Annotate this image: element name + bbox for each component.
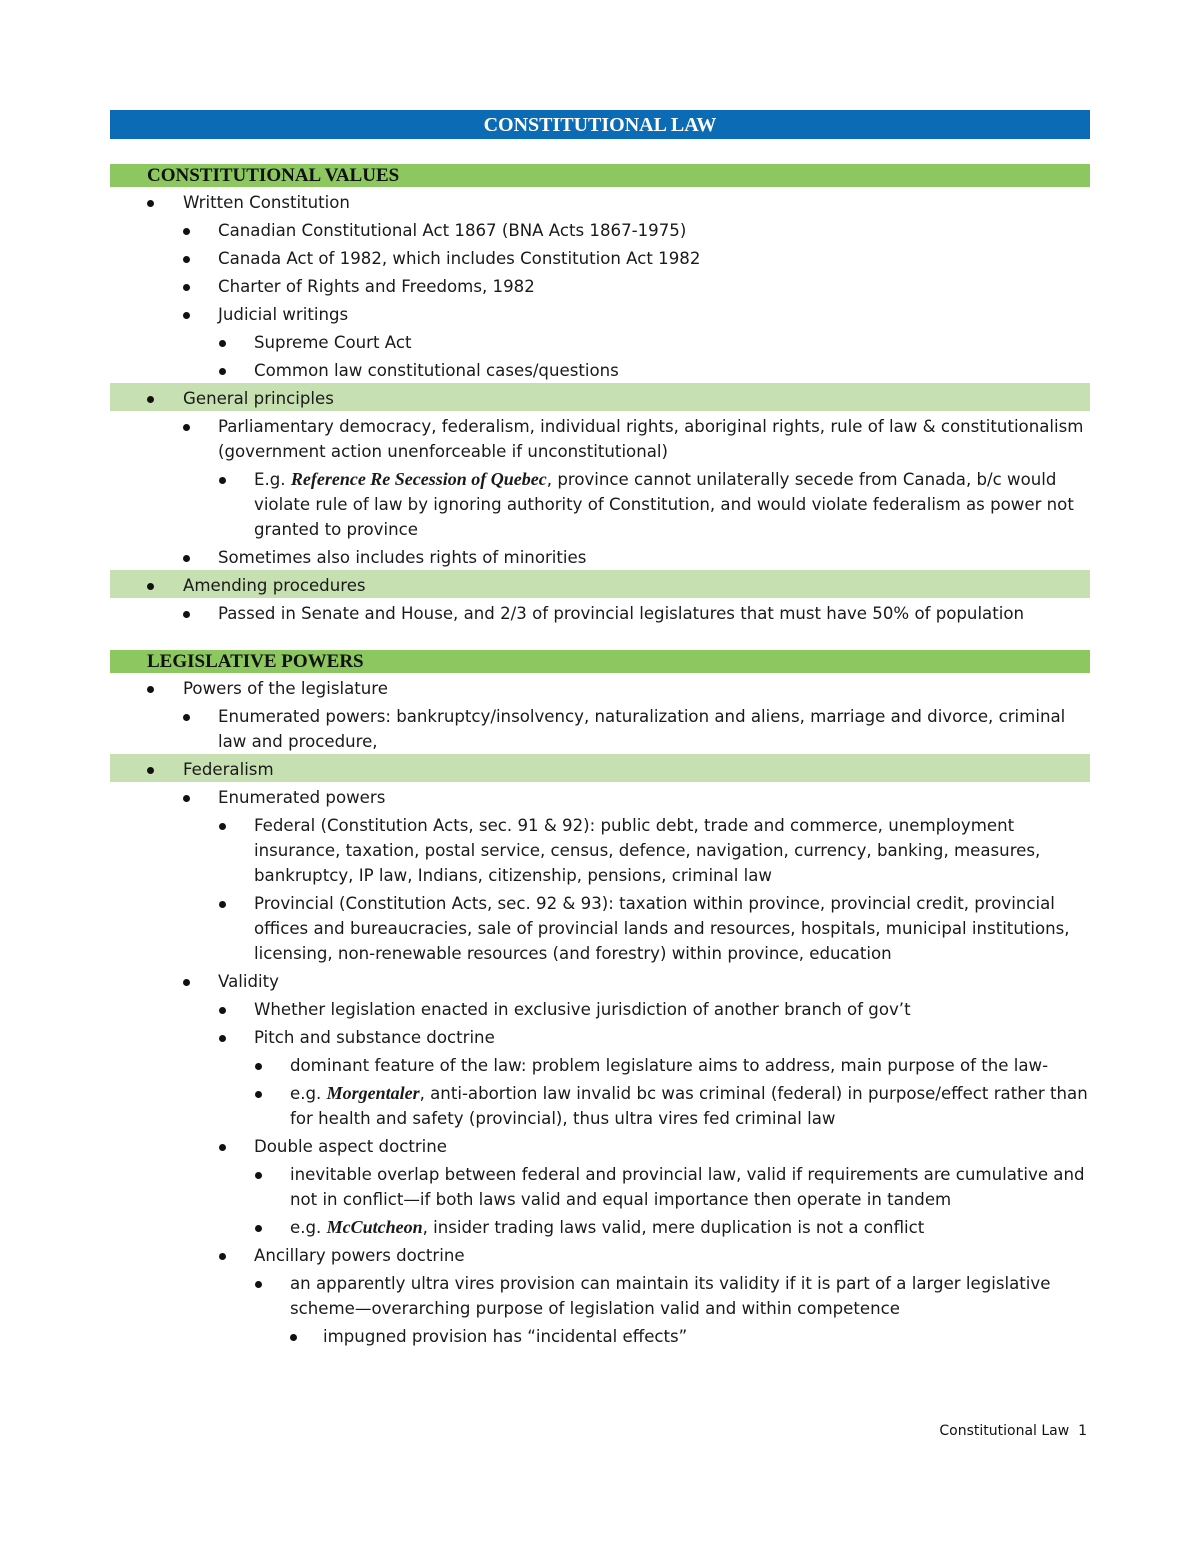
bullet-icon: [183, 611, 190, 618]
list-item: Validity: [110, 966, 1090, 994]
case-name: McCutcheon: [326, 1217, 423, 1237]
bullet-icon: [183, 795, 190, 802]
list-item: E.g. Reference Re Secession of Quebec, province cannot unilaterally secede from Canada, b/c would violate rule of law by ignoring authority of Constitution, and would violate federalism as power not granted to province: [110, 464, 1090, 542]
list-item: Amending procedures: [110, 570, 1090, 598]
list-item: Canada Act of 1982, which includes Constitution Act 1982: [110, 243, 1090, 271]
list-item: e.g. McCutcheon, insider trading laws valid, mere duplication is not a conflict: [110, 1212, 1090, 1240]
bullet-icon: [183, 424, 190, 431]
bullet-icon: [147, 200, 154, 207]
list-item: Enumerated powers: [110, 782, 1090, 810]
list-item: Parliamentary democracy, federalism, individual rights, aboriginal rights, rule of law & constitutionalism (government action unenforceable if unconstitutional): [110, 411, 1090, 464]
bullet-icon: [219, 1144, 226, 1151]
legislative-powers-list: [110, 673, 1090, 1349]
list-item: Powers of the legislature: [110, 673, 1090, 701]
list-item: General principles: [110, 383, 1090, 411]
bullet-icon: [219, 1007, 226, 1014]
bullet-icon: [147, 396, 154, 403]
constitutional-values-list: [110, 187, 1090, 626]
bullet-icon: [219, 477, 226, 484]
bullet-icon: [183, 979, 190, 986]
list-item: e.g. Morgentaler, anti-abortion law invalid bc was criminal (federal) in purpose/effect rather than for health and safety (provincial), thus ultra vires fed criminal law: [110, 1078, 1090, 1131]
list-item: Passed in Senate and House, and 2/3 of provincial legislatures that must have 50% of population: [110, 598, 1090, 626]
bullet-icon: [219, 1035, 226, 1042]
list-item: Common law constitutional cases/questions: [110, 355, 1090, 383]
list-item: Judicial writings: [110, 299, 1090, 327]
document-page: [110, 110, 1090, 1349]
page-footer: Constitutional Law 1: [939, 1423, 1087, 1439]
bullet-icon: [183, 284, 190, 291]
list-item: Supreme Court Act: [110, 327, 1090, 355]
list-item: Sometimes also includes rights of minorities: [110, 542, 1090, 570]
section-heading-constitutional-values: CONSTITUTIONAL VALUES: [110, 164, 1090, 187]
list-item: an apparently ultra vires provision can maintain its validity if it is part of a larger legislative scheme—overarching purpose of legislation valid and within competence: [110, 1268, 1090, 1321]
bullet-icon: [219, 823, 226, 830]
bullet-icon: [255, 1172, 262, 1179]
list-item: Written Constitution: [110, 187, 1090, 215]
list-item: Canadian Constitutional Act 1867 (BNA Acts 1867-1975): [110, 215, 1090, 243]
list-item: Double aspect doctrine: [110, 1131, 1090, 1159]
document-title: CONSTITUTIONAL LAW: [110, 110, 1090, 139]
case-name: Morgentaler: [326, 1083, 420, 1103]
list-item: Federalism: [110, 754, 1090, 782]
bullet-icon: [219, 901, 226, 908]
bullet-icon: [255, 1063, 262, 1070]
list-item: Charter of Rights and Freedoms, 1982: [110, 271, 1090, 299]
list-item: Enumerated powers: bankruptcy/insolvency, naturalization and aliens, marriage and divorce, criminal law and procedure,: [110, 701, 1090, 754]
list-item: inevitable overlap between federal and provincial law, valid if requirements are cumulative and not in conflict—if both laws valid and equal importance then operate in tandem: [110, 1159, 1090, 1212]
list-item: Federal (Constitution Acts, sec. 91 & 92): public debt, trade and commerce, unemployment insurance, taxation, postal service, census, defence, navigation, currency, banking, measures, bankruptcy, IP law, Indians, citizenship, pensions, criminal law: [110, 810, 1090, 888]
bullet-icon: [183, 228, 190, 235]
list-item: Whether legislation enacted in exclusive jurisdiction of another branch of gov’t: [110, 994, 1090, 1022]
bullet-icon: [219, 368, 226, 375]
list-item: Provincial (Constitution Acts, sec. 92 & 93): taxation within province, provincial credit, provincial offices and bureaucracies, sale of provincial lands and resources, hospitals, municipal institutions, licensing, non-renewable resources (and forestry) within province, education: [110, 888, 1090, 966]
bullet-icon: [219, 1253, 226, 1260]
bullet-icon: [147, 767, 154, 774]
bullet-icon: [219, 340, 226, 347]
bullet-icon: [255, 1091, 262, 1098]
bullet-icon: [183, 256, 190, 263]
case-name: Reference Re Secession of Quebec: [290, 469, 547, 489]
section-heading-legislative-powers: LEGISLATIVE POWERS: [110, 650, 1090, 673]
list-item: dominant feature of the law: problem legislature aims to address, main purpose of the law-: [110, 1050, 1090, 1078]
bullet-icon: [147, 583, 154, 590]
bullet-icon: [290, 1334, 297, 1341]
list-item: Ancillary powers doctrine: [110, 1240, 1090, 1268]
bullet-icon: [183, 555, 190, 562]
bullet-icon: [255, 1281, 262, 1288]
bullet-icon: [147, 686, 154, 693]
bullet-icon: [183, 312, 190, 319]
bullet-icon: [255, 1225, 262, 1232]
list-item: impugned provision has “incidental effects”: [110, 1321, 1090, 1349]
bullet-icon: [183, 714, 190, 721]
list-item: Pitch and substance doctrine: [110, 1022, 1090, 1050]
